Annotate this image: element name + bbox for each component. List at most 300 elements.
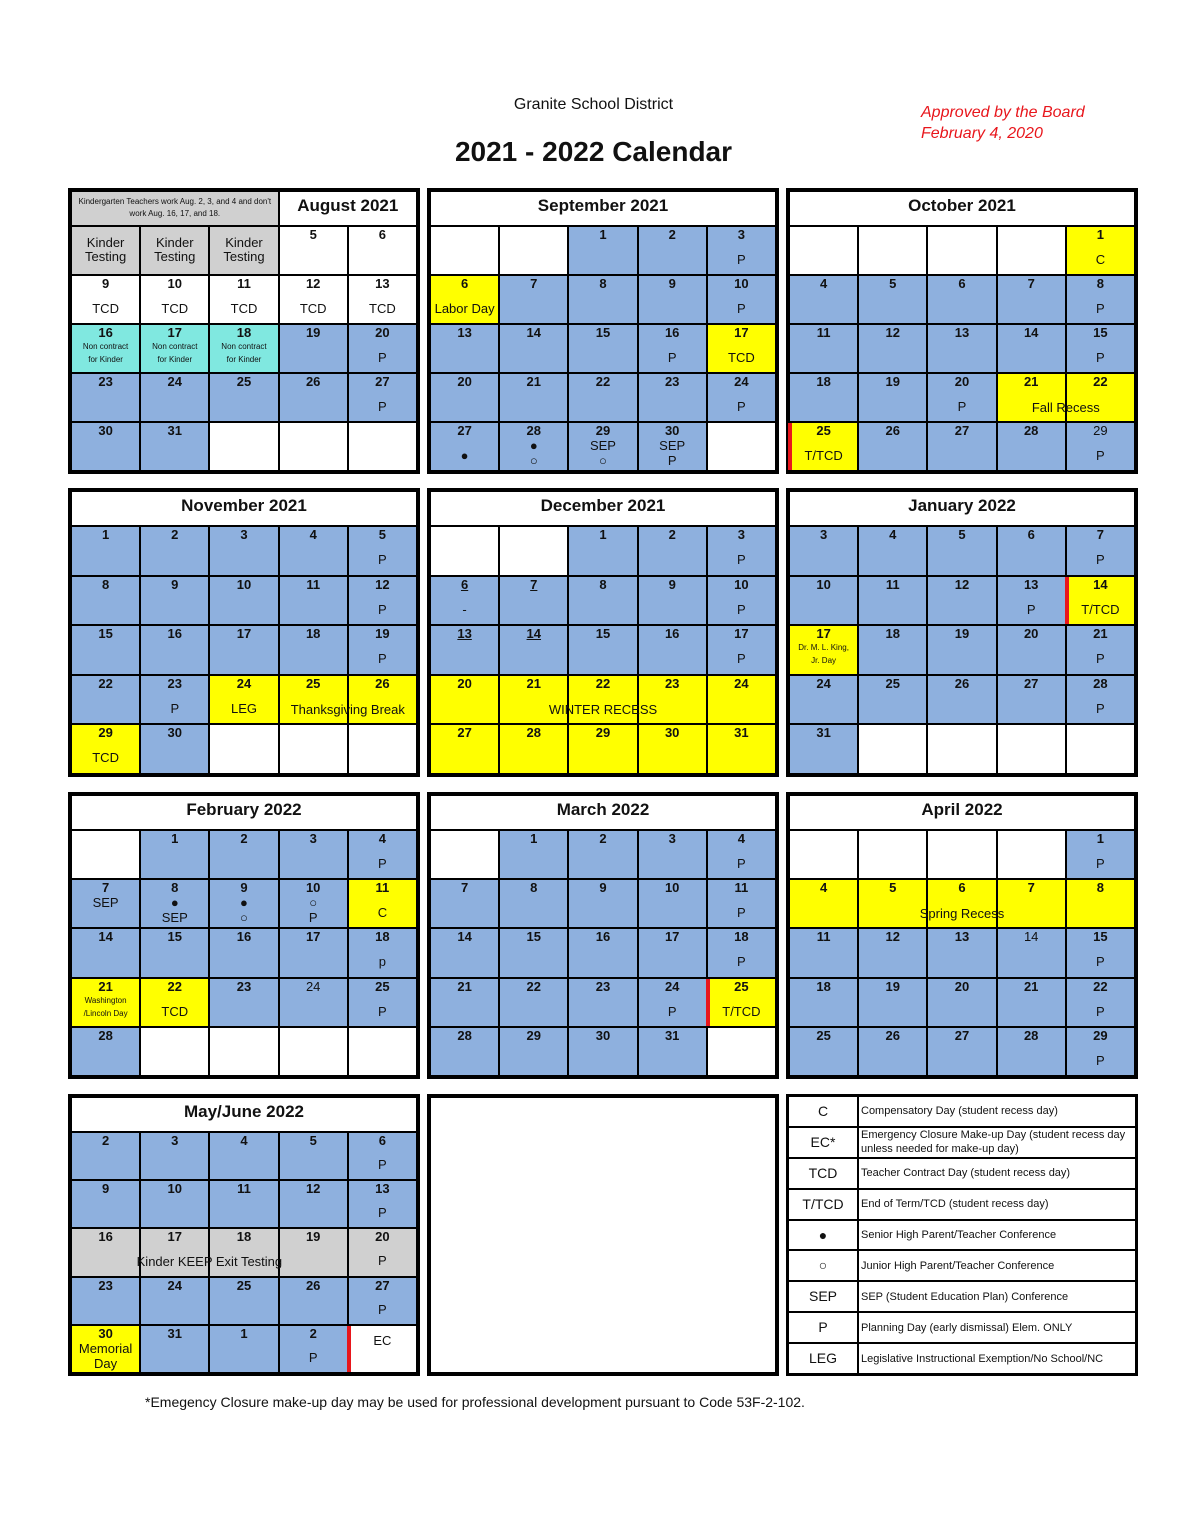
day-label: TCD: [230, 301, 258, 316]
day-number: 14: [457, 929, 472, 945]
day-cell: [280, 325, 347, 372]
day-cell: [280, 626, 347, 674]
day-cell: [790, 577, 857, 625]
day-cell: [349, 1133, 416, 1179]
day-label: LEG: [230, 700, 257, 716]
day-cell: [349, 1181, 416, 1227]
day-cell: [1067, 929, 1134, 976]
day-cell: [349, 1229, 416, 1275]
day-number: 14: [1023, 929, 1039, 945]
day-cell: [141, 676, 208, 724]
month-title: February 2022: [72, 796, 416, 829]
day-number: 4: [309, 527, 317, 542]
day-cell: [72, 276, 139, 323]
day-number: 11: [885, 576, 900, 592]
day-number: 7: [530, 576, 538, 592]
day-label: P: [1096, 448, 1105, 463]
day-number: 3: [737, 527, 745, 542]
day-cell: [210, 1181, 277, 1227]
day-cell: [72, 1181, 139, 1227]
month-title: April 2022: [790, 796, 1134, 829]
day-cell: [72, 1133, 139, 1179]
day-cell: [349, 1278, 416, 1324]
blank-cell: [280, 1028, 347, 1075]
day-cell: [431, 725, 498, 773]
day-number: 13: [457, 325, 472, 340]
day-number: 31: [816, 725, 831, 741]
day-number: 17: [236, 626, 252, 642]
day-label: P: [378, 1301, 387, 1317]
day-number: 9: [668, 276, 676, 291]
day-number: 24: [167, 374, 183, 389]
day-cell: [639, 979, 706, 1026]
day-number: 7: [1096, 527, 1104, 542]
day-number: 8: [171, 880, 179, 896]
day-cell: [639, 527, 706, 575]
day-label: C: [1095, 252, 1106, 267]
blank-cell: [210, 423, 277, 470]
day-number: 13: [457, 626, 472, 642]
day-cell: [141, 1133, 208, 1179]
day-number: 30: [595, 1027, 611, 1043]
day-number: 2: [668, 527, 676, 542]
day-number: 28: [457, 1027, 472, 1043]
day-number: 3: [171, 1133, 179, 1148]
day-cell: [141, 929, 208, 976]
day-number: 28: [526, 423, 542, 438]
day-number: 12: [375, 576, 390, 592]
day-cell: [210, 276, 277, 323]
day-label: P: [737, 301, 746, 316]
day-cell: [210, 374, 277, 421]
day-label: TCD: [92, 301, 119, 316]
day-cell: [790, 979, 857, 1026]
month-title: January 2022: [790, 492, 1134, 525]
day-cell: [210, 577, 277, 625]
day-cell: [928, 1028, 995, 1075]
day-number: 21: [457, 978, 472, 994]
day-cell: [859, 374, 926, 421]
blank-cell: [431, 527, 498, 575]
blank-cell: [280, 725, 347, 773]
day-cell: [569, 880, 636, 927]
day-number: 23: [664, 675, 680, 691]
day-cell: [859, 423, 926, 470]
approval-note: [921, 102, 1085, 144]
day-number: 6: [958, 276, 966, 291]
day-number: 8: [599, 576, 607, 592]
day-cell: [72, 979, 139, 1026]
day-cell: [349, 325, 416, 372]
day-cell: [639, 374, 706, 421]
day-number: 24: [236, 675, 252, 691]
day-label: P: [957, 399, 967, 414]
day-number: 2: [309, 1325, 317, 1341]
day-cell: [72, 929, 139, 976]
day-note: Non contract for Kinder: [82, 342, 129, 364]
day-cell: [280, 1133, 347, 1179]
day-number: 22: [1093, 978, 1108, 994]
day-number: 21: [1023, 978, 1039, 994]
day-cell: [569, 626, 636, 674]
day-cell: [431, 276, 498, 323]
day-cell: [639, 626, 706, 674]
day-cell: [72, 325, 139, 372]
day-number: 21: [1093, 626, 1108, 642]
day-number: 8: [1096, 276, 1104, 291]
month-5: [427, 488, 779, 777]
day-label: P: [378, 856, 387, 871]
term-end-marker: [788, 423, 792, 470]
day-number: 15: [1093, 929, 1108, 945]
day-number: 31: [664, 1027, 680, 1043]
day-cell: [431, 325, 498, 372]
kinder-note: Kindergarten Teachers work Aug. 2, 3, and 4 and don't work Aug. 16, 17, and 18.: [72, 192, 278, 225]
blank-cell: [859, 227, 926, 274]
day-number: 8: [530, 880, 538, 896]
day-cell: [708, 831, 775, 878]
day-number: 8: [599, 276, 607, 291]
day-number: 16: [236, 929, 252, 945]
day-number: 19: [375, 626, 390, 642]
day-cell: [500, 979, 567, 1026]
day-number: 26: [954, 675, 970, 691]
day-cell: [639, 423, 706, 470]
day-label: P: [1096, 1003, 1105, 1019]
day-note: Washington /Lincoln Day: [83, 995, 128, 1018]
day-cell: [349, 929, 416, 976]
day-number: 27: [1023, 675, 1039, 691]
day-note: Dr. M. L. King, Jr. Day: [798, 643, 849, 666]
month-title: November 2021: [72, 492, 416, 525]
day-number: 18: [816, 978, 831, 994]
day-label: P: [378, 651, 387, 667]
blank-cell: [349, 423, 416, 470]
day-cell: [280, 1181, 347, 1227]
day-label: P: [1096, 954, 1105, 970]
day-number: 28: [1023, 1027, 1039, 1043]
day-number: 2: [101, 1133, 110, 1148]
day-note: Non contract for Kinder: [221, 342, 267, 364]
day-number: 10: [167, 1181, 183, 1197]
day-number: 24: [167, 1277, 183, 1293]
day-number: 25: [816, 423, 831, 438]
legend-description: SEP (Student Education Plan) Conference: [859, 1282, 1135, 1311]
day-label: T/TCD: [1081, 601, 1120, 617]
day-cell: [790, 374, 857, 421]
day-number: 5: [958, 527, 966, 542]
day-cell: [280, 1326, 347, 1372]
day-cell: [790, 527, 857, 575]
day-number: 4: [737, 831, 745, 846]
day-cell: [708, 374, 775, 421]
day-number: 10: [167, 276, 183, 291]
day-cell: [998, 577, 1065, 625]
day-number: 1: [530, 831, 538, 846]
day-label: P: [378, 1003, 387, 1019]
day-number: 17: [734, 626, 749, 642]
day-number: 10: [664, 880, 680, 896]
day-cell: [349, 831, 416, 878]
month-title: September 2021: [431, 192, 775, 225]
day-number: 17: [305, 929, 321, 945]
day-number: 9: [240, 880, 248, 896]
day-number: 25: [816, 1027, 831, 1043]
blank-cell: [431, 227, 498, 274]
approval-line-1: Approved by the Board: [921, 104, 1085, 121]
legend-code: LEG: [789, 1344, 857, 1373]
day-label: C: [377, 905, 388, 921]
day-label: P: [170, 700, 180, 716]
blank-cell: [210, 725, 277, 773]
blank-cell: [500, 227, 567, 274]
blank-cell: [998, 831, 1065, 878]
day-cell: [859, 276, 926, 323]
day-number: 10: [305, 880, 321, 896]
day-label: P: [378, 1157, 387, 1172]
day-cell: [928, 929, 995, 976]
day-cell: [928, 527, 995, 575]
day-number: 25: [236, 374, 252, 389]
day-label: Labor Day: [434, 301, 495, 316]
day-cell: [569, 929, 636, 976]
day-cell: [1067, 276, 1134, 323]
day-cell: [141, 831, 208, 878]
day-number: 15: [98, 626, 113, 642]
approval-line-2: February 4, 2020: [921, 125, 1043, 142]
day-number: 12: [885, 929, 901, 945]
day-label: T/TCD: [804, 448, 843, 463]
day-number: 11: [816, 929, 831, 945]
day-number: 22: [167, 978, 183, 994]
day-cell: [569, 325, 636, 372]
day-label: TCD: [92, 750, 119, 766]
day-number: 2: [599, 831, 607, 846]
day-label: P: [737, 954, 746, 970]
day-number: 7: [101, 880, 110, 896]
day-number: 20: [457, 374, 472, 389]
day-number: 30: [98, 1325, 113, 1341]
day-cell: [72, 1278, 139, 1324]
legend-description: Teacher Contract Day (student recess day): [859, 1159, 1135, 1188]
day-number: 16: [98, 325, 113, 340]
day-number: 25: [375, 978, 390, 994]
legend-description: Legislative Instructional Exemption/No School/NC: [859, 1344, 1135, 1373]
day-cell: [210, 831, 277, 878]
day-cell: [569, 423, 636, 470]
day-cell: [708, 577, 775, 625]
day-number: 12: [305, 276, 321, 291]
day-number: 28: [1093, 675, 1108, 691]
day-cell: [210, 1133, 277, 1179]
day-number: 1: [599, 527, 607, 542]
day-cell: [859, 979, 926, 1026]
day-number: 6: [378, 227, 386, 242]
day-number: 11: [237, 276, 251, 291]
day-number: 20: [375, 1229, 390, 1245]
day-cell: [210, 1326, 277, 1372]
day-number: 10: [236, 576, 252, 592]
day-number: 4: [240, 1133, 248, 1148]
day-number: 14: [1023, 325, 1039, 340]
day-number: 4: [819, 880, 828, 896]
day-number: 21: [98, 978, 113, 994]
day-number: 29: [1093, 1027, 1108, 1043]
day-number: 19: [885, 978, 901, 994]
day-number: 19: [305, 325, 321, 340]
day-label: Kinder Testing: [154, 235, 196, 264]
day-label: TCD: [161, 301, 189, 316]
day-number: 25: [734, 978, 749, 994]
day-number: 1: [171, 831, 179, 846]
legend-description: Emergency Closure Make-up Day (student recess day unless needed for make-up day): [859, 1128, 1135, 1157]
day-number: 14: [526, 626, 542, 642]
day-number: 21: [526, 675, 542, 691]
blank-cell: [790, 227, 857, 274]
day-number: 1: [240, 1325, 248, 1341]
day-cell: [569, 527, 636, 575]
day-number: 23: [98, 374, 113, 389]
day-note: Non contract for Kinder: [152, 342, 198, 364]
day-number: 9: [101, 276, 110, 291]
day-cell: [708, 626, 775, 674]
day-number: 25: [885, 675, 901, 691]
month-9: [786, 792, 1138, 1079]
day-number: 17: [816, 626, 831, 642]
day-cell: [1067, 527, 1134, 575]
day-number: 24: [305, 978, 321, 994]
empty-box-inner: [431, 1098, 775, 1372]
day-cell: [569, 725, 636, 773]
day-cell: [141, 374, 208, 421]
day-cell: [859, 527, 926, 575]
day-label: P: [1096, 1052, 1105, 1068]
blank-cell: [349, 1028, 416, 1075]
day-cell: [790, 929, 857, 976]
blank-cell: [141, 1028, 208, 1075]
day-label: EC: [373, 1332, 392, 1348]
day-number: 23: [167, 675, 183, 691]
empty-box: [427, 1094, 779, 1376]
day-number: 11: [816, 325, 831, 340]
day-cell: [72, 1028, 139, 1075]
day-cell: [72, 676, 139, 724]
day-number: 7: [460, 880, 469, 896]
day-number: 23: [236, 978, 252, 994]
day-cell: [349, 527, 416, 575]
day-number: 29: [595, 423, 611, 438]
ec-marker: [347, 1326, 351, 1372]
day-cell: [708, 979, 775, 1026]
day-number: 28: [98, 1027, 113, 1043]
legend-description: Compensatory Day (student recess day): [859, 1097, 1135, 1126]
day-cell: [141, 423, 208, 470]
legend-box: [786, 1094, 1138, 1376]
day-number: 23: [664, 374, 680, 389]
day-label: P: [737, 252, 746, 267]
day-number: 16: [167, 626, 183, 642]
day-cell: [72, 725, 139, 773]
day-number: 17: [664, 929, 680, 945]
day-number: 1: [1096, 227, 1104, 242]
day-number: 28: [526, 725, 542, 741]
day-number: 14: [98, 929, 113, 945]
day-cell: [639, 227, 706, 274]
day-number: 2: [668, 227, 676, 242]
day-cell: [928, 676, 995, 724]
day-label: Memorial Day: [78, 1340, 133, 1371]
blank-cell: [708, 1028, 775, 1075]
day-number: 1: [101, 527, 110, 542]
day-cell: [998, 276, 1065, 323]
day-cell: [790, 423, 857, 470]
blank-cell: [928, 725, 995, 773]
day-number: 8: [101, 576, 110, 592]
day-number: 27: [457, 725, 472, 741]
day-cell: [790, 276, 857, 323]
day-number: 5: [309, 227, 317, 242]
legend-code: ●: [789, 1221, 857, 1250]
day-cell: [639, 831, 706, 878]
blank-cell: [928, 831, 995, 878]
day-cell: [141, 626, 208, 674]
day-number: 1: [599, 227, 607, 242]
month-title: October 2021: [790, 192, 1134, 225]
day-cell: [500, 1028, 567, 1075]
day-number: 30: [664, 725, 680, 741]
day-cell: [998, 676, 1065, 724]
day-cell: [708, 527, 775, 575]
day-cell: [431, 423, 498, 470]
day-cell: [72, 626, 139, 674]
legend-description: Junior High Parent/Teacher Conference: [859, 1251, 1135, 1280]
day-number: 3: [668, 831, 676, 846]
day-number: 3: [240, 527, 248, 542]
kinder-exit-label: Kinder KEEP Exit Testing: [136, 1254, 283, 1270]
day-cell: [141, 325, 208, 372]
day-number: 10: [816, 576, 831, 592]
month-1: [68, 188, 420, 474]
day-cell: [141, 577, 208, 625]
day-cell: [1067, 979, 1134, 1026]
day-cell: [431, 880, 498, 927]
day-number: 16: [664, 626, 680, 642]
day-label: P: [378, 601, 387, 617]
day-number: 26: [305, 1277, 321, 1293]
day-number: 30: [167, 725, 183, 741]
blank-cell: [500, 527, 567, 575]
blank-cell: [72, 831, 139, 878]
day-cell: [500, 423, 567, 470]
blank-cell: [928, 227, 995, 274]
month-3: [786, 188, 1138, 474]
day-number: 18: [236, 1229, 252, 1245]
day-number: 11: [306, 576, 321, 592]
day-cell: [928, 423, 995, 470]
day-number: 9: [668, 576, 676, 592]
day-label: P: [1026, 601, 1036, 617]
month-10: [68, 1094, 420, 1376]
day-label: P: [378, 1253, 387, 1269]
day-number: 1: [1096, 831, 1104, 846]
day-number: 16: [98, 1229, 113, 1245]
day-cell: [431, 626, 498, 674]
day-number: 17: [167, 325, 183, 340]
day-label: TCD: [728, 350, 755, 365]
day-number: 7: [530, 276, 538, 291]
day-cell: [141, 276, 208, 323]
month-2: [427, 188, 779, 474]
